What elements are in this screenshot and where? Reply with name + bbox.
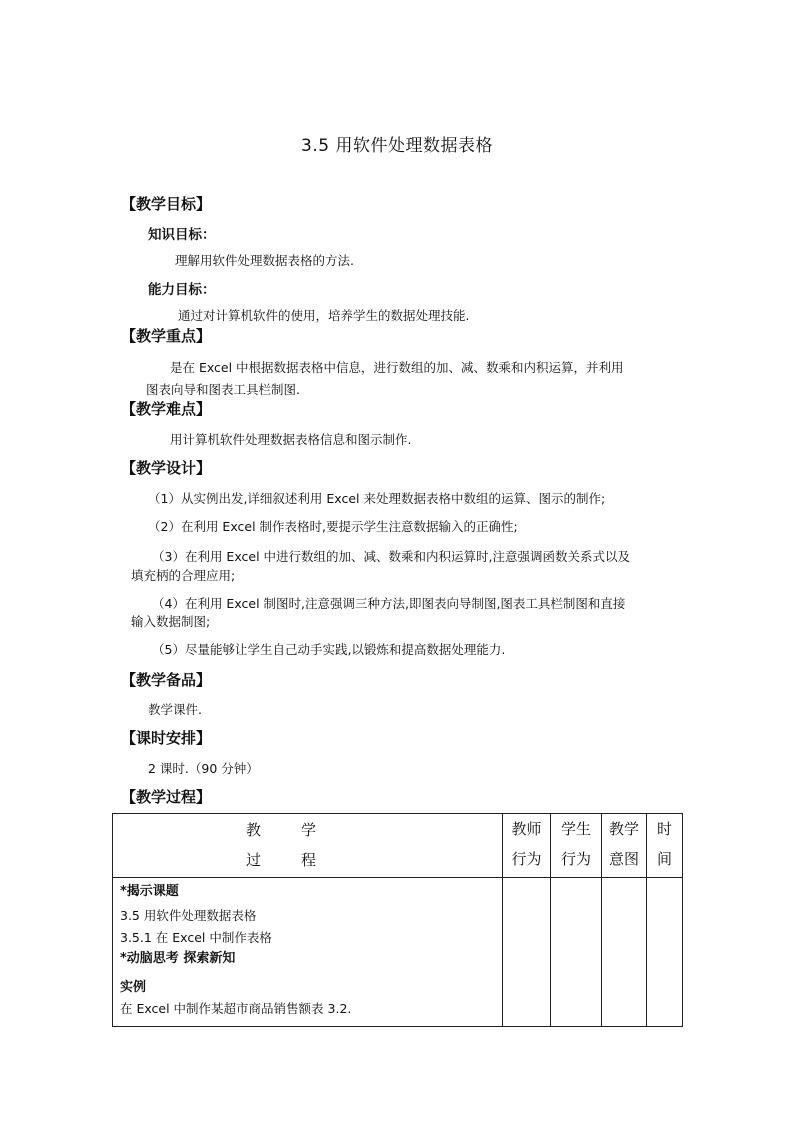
process-line-1: *揭示课题: [120, 884, 179, 899]
header-char-2: 学: [301, 821, 317, 839]
teacher-cell: [503, 878, 551, 1027]
knowledge-label: 知识目标：: [148, 227, 216, 243]
section-key-points: 【教学重点】: [121, 327, 212, 345]
ability-label: 能力目标：: [148, 282, 216, 298]
table-row: [113, 878, 683, 1027]
header-char-4: 程: [301, 851, 317, 869]
design-item-2: （2）在利用 Excel 制作表格时,要提示学生注意数据输入的正确性;: [148, 519, 518, 534]
student-cell: [551, 878, 602, 1027]
header-char-3: 过: [246, 851, 262, 869]
header-intent: 教学意图: [602, 814, 647, 878]
page-title: 3.5 用软件处理数据表格: [301, 136, 493, 156]
design-item-4-line-2: 输入数据制图;: [131, 614, 211, 629]
header-time: 时间: [647, 814, 683, 878]
header-student: 学生行为: [551, 814, 602, 878]
schedule-text: 2 课时.（90 分钟）: [148, 761, 259, 776]
section-difficulties: 【教学难点】: [121, 400, 212, 418]
intent-cell: [602, 878, 647, 1027]
section-process: 【教学过程】: [121, 788, 212, 806]
table-header-row: [113, 814, 683, 878]
section-materials: 【教学备品】: [121, 671, 212, 689]
process-line-4: *动脑思考 探索新知: [120, 951, 236, 966]
difficulties-text: 用计算机软件处理数据表格信息和图示制作.: [170, 432, 412, 447]
design-item-5: （5）尽量能够让学生自己动手实践,以锻炼和提高数据处理能力.: [152, 642, 506, 657]
knowledge-text: 理解用软件处理数据表格的方法.: [175, 253, 354, 268]
process-line-5: 实例: [120, 980, 147, 995]
header-process: [113, 814, 503, 878]
design-item-3-line-1: （3）在利用 Excel 中进行数组的加、减、数乘和内积运算时,注意强调函数关系式以及: [152, 549, 630, 564]
process-line-2: 3.5 用软件处理数据表格: [120, 908, 257, 923]
time-cell: [647, 878, 683, 1027]
design-item-4-line-1: （4）在利用 Excel 制图时,注意强调三种方法,即图表向导制图,图表工具栏制图和直接: [152, 596, 626, 611]
key-text-line-2: 图表向导和图表工具栏制图.: [146, 382, 300, 397]
section-objectives: 【教学目标】: [121, 195, 212, 213]
header-teacher: 教师行为: [503, 814, 551, 878]
materials-text: 教学课件.: [148, 702, 202, 717]
header-char-1: 教: [246, 821, 262, 839]
process-line-6: 在 Excel 中制作某超市商品销售额表 3.2.: [120, 1001, 352, 1016]
section-design: 【教学设计】: [121, 459, 212, 477]
process-table: [112, 813, 683, 1027]
design-item-1: （1）从实例出发,详细叙述利用 Excel 来处理数据表格中数组的运算、图示的制作;: [148, 491, 606, 506]
ability-text: 通过对计算机软件的使用，培养学生的数据处理技能.: [178, 308, 470, 323]
process-line-3: 3.5.1 在 Excel 中制作表格: [120, 930, 272, 945]
section-schedule: 【课时安排】: [121, 729, 212, 747]
key-text-line-1: 是在 Excel 中根据数据表格中信息，进行数组的加、减、数乘和内积运算，并利用: [170, 360, 624, 375]
process-content-cell: [113, 878, 503, 1027]
design-item-3-line-2: 填充柄的合理应用;: [131, 568, 236, 583]
